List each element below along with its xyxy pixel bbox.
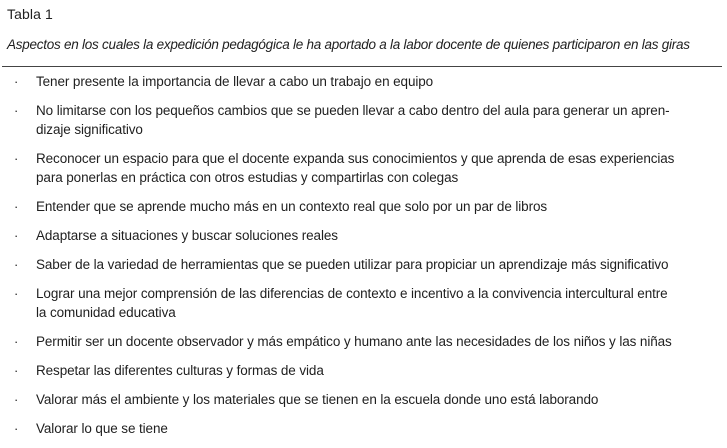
header-rule — [2, 66, 722, 67]
bullet-icon: · — [14, 228, 19, 243]
bullet-icon: · — [14, 392, 19, 407]
list-item — [0, 284, 727, 322]
list-item — [0, 332, 727, 351]
list-item-text: Valorar más el ambiente y los materiales que se tienen en la escuela donde uno está laborando — [36, 392, 599, 407]
table-caption: Aspectos en los cuales la expedición pedagógica le ha aportado a la labor docente de quienes participaron en las giras — [7, 37, 690, 52]
bullet-icon: · — [14, 334, 19, 349]
list-item-text: Saber de la variedad de herramientas que se pueden utilizar para propiciar un aprendizaje más significativo — [36, 257, 669, 272]
bullet-icon: · — [14, 286, 19, 301]
list-item — [0, 226, 727, 245]
list-item-text: Lograr una mejor comprensión de las diferencias de contexto e incentivo a la convivencia intercultural entre la comunidad educativa — [36, 286, 668, 320]
bullet-icon: · — [14, 74, 19, 89]
list-item-text: Tener presente la importancia de llevar a cabo un trabajo en equipo — [36, 74, 434, 89]
bullet-icon: · — [14, 421, 19, 436]
bullet-icon: · — [14, 103, 19, 118]
list-item-text: Entender que se aprende mucho más en un contexto real que solo por un par de libros — [36, 199, 548, 214]
bullet-icon: · — [14, 363, 19, 378]
list-item-text: Valorar lo que se tiene — [36, 421, 168, 436]
bullet-icon: · — [14, 257, 19, 272]
list-item — [0, 390, 727, 409]
bullet-icon: · — [14, 199, 19, 214]
list-item — [0, 197, 727, 216]
list-item-text: Adaptarse a situaciones y buscar soluciones reales — [36, 228, 338, 243]
list-item — [0, 72, 727, 91]
list-item — [0, 361, 727, 380]
bullet-icon: · — [14, 151, 19, 166]
list-item — [0, 419, 727, 438]
list-item — [0, 101, 727, 139]
table-label: Tabla 1 — [7, 6, 53, 22]
list-item — [0, 255, 727, 274]
aspects-list — [0, 72, 727, 448]
list-item-text: Respetar las diferentes culturas y formas de vida — [36, 363, 324, 378]
list-item-text: No limitarse con los pequeños cambios que se pueden llevar a cabo dentro del aula para generar un apren- dizaje significativo — [36, 103, 670, 137]
list-item — [0, 149, 727, 187]
list-item-text: Reconocer un espacio para que el docente expanda sus conocimientos y que aprenda de esas experiencias para ponerlas en práctica con otros estudias y compartirlas con colegas — [36, 151, 675, 185]
list-item-text: Permitir ser un docente observador y más empático y humano ante las necesidades de los niños y las niñas — [36, 334, 672, 349]
